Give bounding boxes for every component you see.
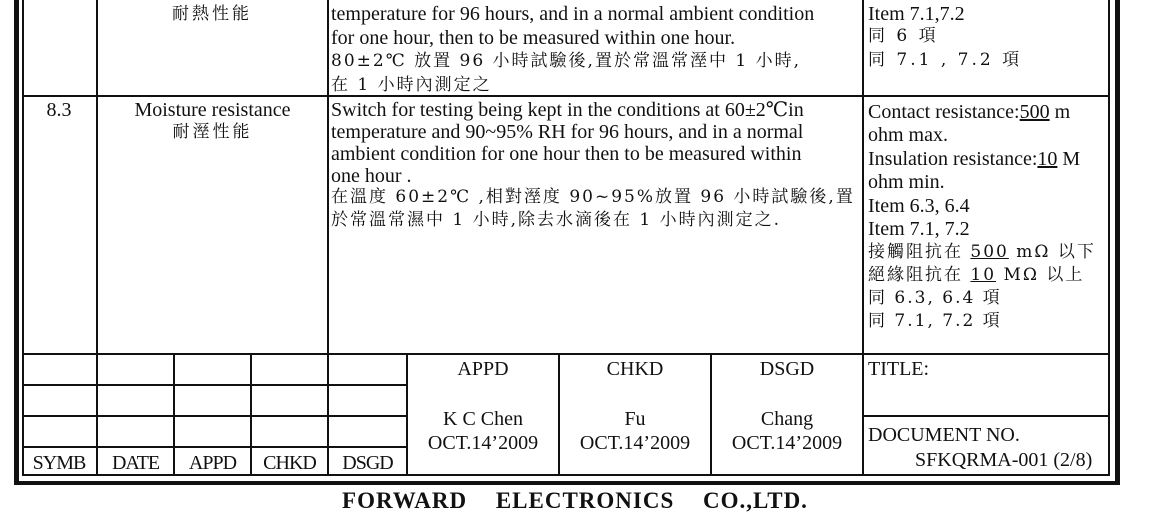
condition-line: Switch for testing being kept in the conditions at 60±2℃in	[331, 99, 804, 121]
condition-zh-line: 於常溫常濕中 1 小時,除去水滴後在 1 小時內測定之.	[331, 210, 782, 230]
prev-item-name-zh: 耐熱性能	[172, 4, 252, 24]
rev-header-symb: SYMB	[32, 452, 86, 474]
req-zh-same-6: 同 6.3, 6.4 項	[868, 288, 1002, 308]
prev-condition-line: for one hour, then to be measured within one hour.	[331, 27, 736, 49]
approval-date-dsgd: OCT.14’2009	[731, 432, 843, 454]
approval-role-chkd: CHKD	[606, 358, 664, 380]
rev-header-dsgd: DSGD	[342, 452, 393, 474]
prev-condition-zh-line: 80±2℃ 放置 96 小時試驗後,置於常溫常溼中 1 小時,	[331, 51, 801, 71]
rev-header-appd: APPD	[188, 452, 237, 474]
req-zh-insulation: 絕緣阻抗在 10 MΩ 以上	[868, 265, 1085, 285]
req-insulation-resistance: Insulation resistance:10 M	[868, 148, 1081, 170]
req-zh-same-7: 同 7.1, 7.2 項	[868, 311, 1002, 331]
approval-name-dsgd: Chang	[760, 408, 814, 430]
prev-requirement-line: 同 6 項	[868, 26, 939, 46]
item-number: 8.3	[46, 99, 72, 121]
document-no: SFKQRMA-001 (2/8)	[915, 449, 1093, 471]
condition-line: ambient condition for one hour then to be measured within	[331, 143, 802, 165]
approval-date-chkd: OCT.14’2009	[579, 432, 691, 454]
req-items-6: Item 6.3, 6.4	[868, 195, 970, 217]
prev-requirement-line: Item 7.1,7.2	[868, 3, 965, 25]
item-name-zh: 耐溼性能	[172, 122, 253, 142]
approval-role-dsgd: DSGD	[759, 358, 815, 380]
prev-requirement-line: 同 7.1 , 7.2 項	[868, 50, 1023, 70]
company-name: FORWARD ELECTRONICS CO.,LTD.	[342, 488, 808, 513]
approval-date-appd: OCT.14’2009	[427, 432, 539, 454]
prev-condition-zh-line: 在 1 小時內測定之	[331, 75, 492, 95]
req-insulation-tail: ohm min.	[868, 171, 945, 193]
prev-condition-line: temperature for 96 hours, and in a normal ambient condition	[331, 3, 815, 25]
req-contact-resistance: Contact resistance:500 m	[868, 101, 1071, 123]
approval-name-appd: K C Chen	[443, 408, 523, 430]
condition-line: temperature and 90~95% RH for 96 hours, and in a normal	[331, 121, 804, 143]
item-name: Moisture resistance	[134, 99, 291, 121]
rev-header-date: DATE	[111, 452, 160, 474]
document-no-label: DOCUMENT NO.	[868, 424, 1020, 446]
condition-line: one hour .	[331, 165, 412, 187]
req-items-7: Item 7.1, 7.2	[868, 218, 970, 240]
condition-zh-line: 在溫度 60±2℃ ,相對溼度 90~95%放置 96 小時試驗後,置	[331, 187, 855, 207]
rev-header-chkd: CHKD	[263, 452, 316, 474]
title-label: TITLE:	[868, 358, 930, 380]
approval-name-chkd: Fu	[624, 408, 646, 430]
req-contact-tail: ohm max.	[868, 124, 948, 146]
req-zh-contact: 接觸阻抗在 500 mΩ 以下	[868, 242, 1096, 262]
approval-role-appd: APPD	[457, 358, 509, 380]
